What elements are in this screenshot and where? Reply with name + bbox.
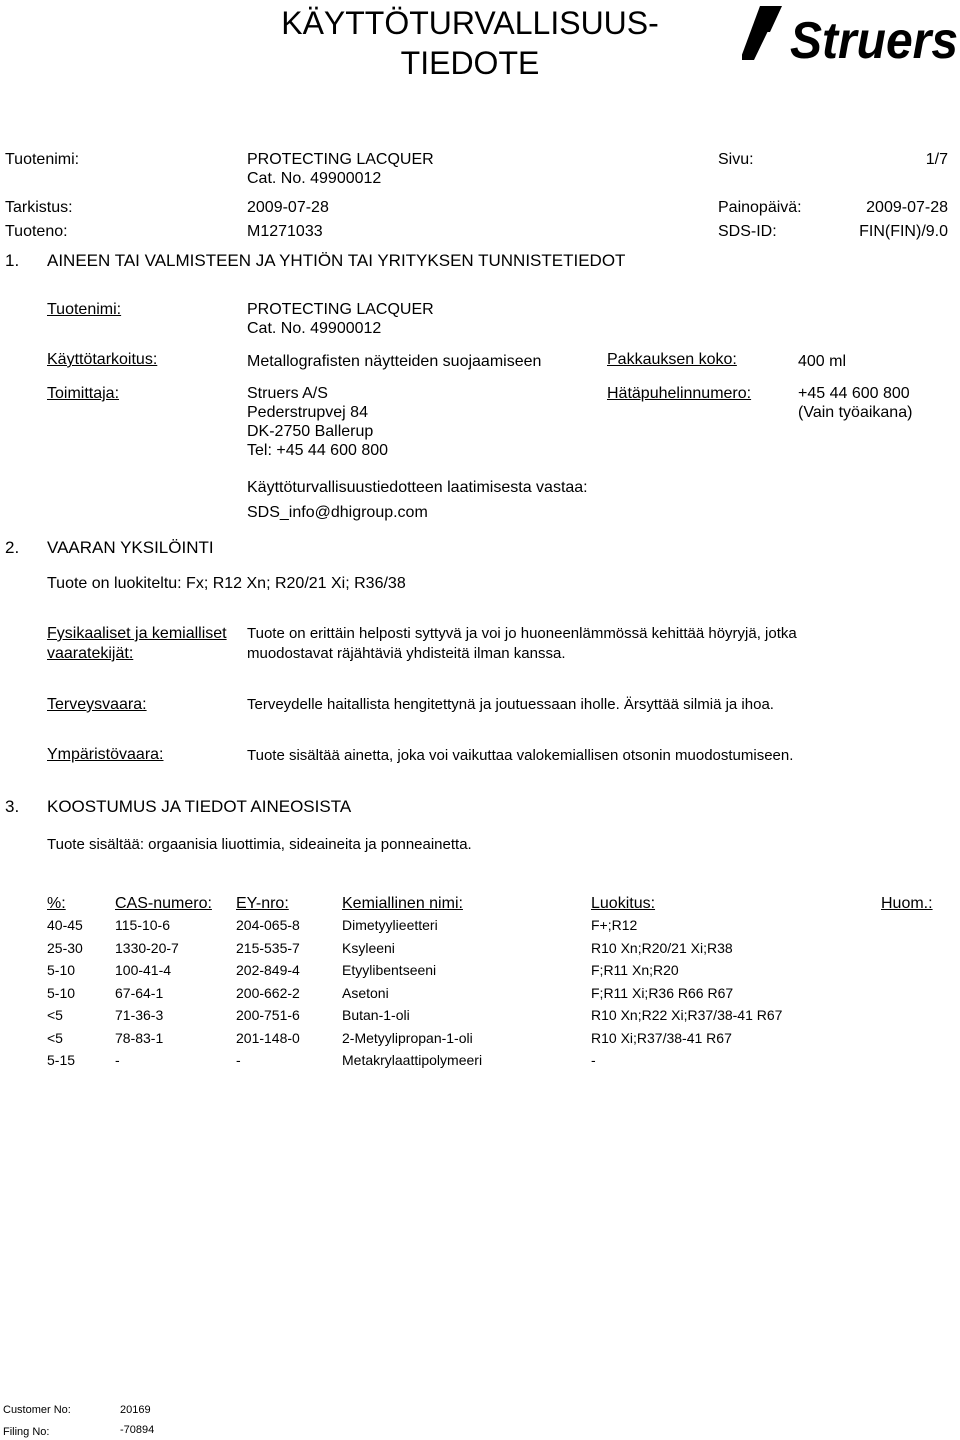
- s2-physical-label: vaaratekijät:: [47, 645, 134, 662]
- table-cell: F;R11 Xn;R20: [591, 962, 679, 978]
- table-cell: Asetoni: [342, 984, 389, 1001]
- table-cell: 1330-20-7: [115, 939, 179, 956]
- column-ec: [236, 894, 300, 1074]
- header-sds-id-value: FIN(FIN)/9.0: [859, 223, 948, 240]
- table-cell: Metakrylaattipolymeeri: [342, 1052, 483, 1068]
- table-cell: -: [591, 1052, 596, 1068]
- s3-intro: Tuote sisältää: orgaanisia liuottimia, sideaineita ja ponneainetta.: [47, 836, 472, 853]
- table-cell: -: [115, 1052, 120, 1068]
- section3-title: KOOSTUMUS JA TIEDOT AINEOSISTA: [47, 797, 352, 816]
- struers-logo: [742, 2, 960, 64]
- header-sds-id-label: SDS-ID:: [718, 223, 777, 240]
- column-chemical-name: [342, 894, 482, 1074]
- table-cell: 40-45: [47, 917, 83, 933]
- header-product-cat: Cat. No. 49900012: [247, 170, 382, 187]
- table-cell: 5-15: [47, 1052, 76, 1068]
- svg-text:Struers: Struers: [790, 12, 958, 64]
- s2-health-label: Terveysvaara:: [47, 696, 147, 713]
- column-classification: [591, 894, 782, 1074]
- table-cell: -: [236, 1052, 241, 1068]
- table-cell: 204-065-8: [236, 917, 300, 933]
- s1-use-value: Metallografisten näytteiden suojaamiseen: [247, 353, 542, 370]
- document-title: KÄYTTÖTURVALLISUUS-TIEDOTE: [281, 5, 659, 81]
- column-percent: [47, 894, 83, 1074]
- header-page-value: 1/7: [925, 151, 948, 168]
- s1-responsible-label: Käyttöturvallisuustiedotteen laatimisesta vastaa:: [247, 479, 588, 496]
- footer-filing-value: -70894: [120, 1424, 155, 1436]
- table-cell: 215-535-7: [236, 939, 300, 956]
- s2-environment-label: Ympäristövaara:: [47, 746, 164, 763]
- header-product-no-label: Tuoteno:: [5, 223, 68, 240]
- header-page-label: Sivu:: [718, 151, 754, 168]
- s1-supplier-label: Toimittaja:: [47, 385, 120, 402]
- header-print-date-label: Painopäivä:: [718, 199, 802, 216]
- header-product-label: Tuotenimi:: [5, 151, 80, 168]
- section2-title: VAARAN YKSILÖINTI: [47, 538, 214, 557]
- table-cell: 201-148-0: [236, 1029, 300, 1046]
- table-cell: Butan-1-oli: [342, 1007, 410, 1023]
- table-cell: R10 Xn;R22 Xi;R37/38-41 R67: [591, 1007, 783, 1023]
- column-notes: [881, 894, 933, 916]
- table-cell: <5: [47, 1007, 63, 1023]
- s1-pack-label: Pakkauksen koko:: [607, 351, 737, 368]
- table-cell: 2-Metyylipropan-1-oli: [342, 1029, 473, 1046]
- table-cell: 71-36-3: [115, 1007, 164, 1023]
- s1-emergency-note: (Vain työaikana): [798, 404, 913, 421]
- table-cell: F+;R12: [591, 917, 638, 933]
- table-cell: 100-41-4: [115, 962, 172, 978]
- s1-supplier-line: Struers A/S: [247, 385, 328, 402]
- table-cell: <5: [47, 1029, 63, 1046]
- column-header: %:: [47, 895, 66, 912]
- s2-physical-label: Fysikaaliset ja kemialliset: [47, 625, 227, 642]
- table-cell: 115-10-6: [115, 917, 171, 933]
- footer-customer-label: Customer No:: [3, 1404, 71, 1416]
- column-cas: [115, 894, 212, 1074]
- s1-supplier-line: Pederstrupvej 84: [247, 404, 368, 421]
- s1-pack-value: 400 ml: [798, 353, 847, 370]
- table-cell: Ksyleeni: [342, 939, 395, 956]
- header-revision-value: 2009-07-28: [247, 199, 329, 216]
- column-header: Kemiallinen nimi:: [342, 895, 463, 912]
- table-cell: 200-662-2: [236, 984, 300, 1001]
- s1-product-label: Tuotenimi:: [47, 301, 122, 318]
- s1-supplier-line: Tel: +45 44 600 800: [247, 442, 389, 459]
- table-cell: Etyylibentseeni: [342, 962, 437, 978]
- table-cell: 67-64-1: [115, 984, 164, 1001]
- header-product-no-value: M1271033: [247, 223, 323, 240]
- column-header: EY-nro:: [236, 895, 289, 912]
- s1-emergency-label: Hätäpuhelinnumero:: [607, 385, 752, 402]
- table-cell: 5-10: [47, 962, 76, 978]
- footer-customer-value: 20169: [120, 1404, 151, 1416]
- column-header: Luokitus:: [591, 895, 656, 912]
- table-cell: 202-849-4: [236, 962, 300, 978]
- s2-physical-text: Tuote on erittäin helposti syttyvä ja voi jo huoneenlämmössä kehittää höyryjä, jotka: [247, 625, 797, 642]
- s1-responsible-email[interactable]: SDS_info@dhigroup.com: [247, 504, 428, 521]
- header-product-name: PROTECTING LACQUER: [247, 151, 434, 168]
- s2-physical-text: muodostavat räjähtäviä yhdisteitä ilman kanssa.: [247, 645, 566, 662]
- s2-health-text: Terveydelle haitallista hengitettynä ja joutuessaan iholle. Ärsyttää silmiä ja ihoa.: [247, 696, 774, 713]
- table-cell: Dimetyylieetteri: [342, 917, 438, 933]
- header-print-date-value: 2009-07-28: [866, 199, 948, 216]
- table-cell: 78-83-1: [115, 1029, 164, 1046]
- s2-environment-text: Tuote sisältää ainetta, joka voi vaikuttaa valokemiallisen otsonin muodostumiseen.: [247, 747, 794, 764]
- table-cell: R10 Xn;R20/21 Xi;R38: [591, 939, 733, 956]
- table-cell: F;R11 Xi;R36 R66 R67: [591, 984, 734, 1001]
- section1-number: 1.: [5, 251, 20, 270]
- s1-emergency-value: +45 44 600 800: [798, 385, 910, 402]
- header-revision-label: Tarkistus:: [5, 199, 73, 216]
- table-cell: 200-751-6: [236, 1007, 300, 1023]
- s1-product-name: PROTECTING LACQUER: [247, 301, 434, 318]
- footer-filing-label: Filing No:: [3, 1426, 50, 1438]
- struers-logo-mark: [742, 2, 960, 64]
- s2-classification: Tuote on luokiteltu: Fx; R12 Xn; R20/21 Xi; R36/38: [47, 575, 406, 592]
- s1-use-label: Käyttötarkoitus:: [47, 351, 158, 368]
- section2-number: 2.: [5, 538, 20, 557]
- column-header: Huom.:: [881, 895, 933, 912]
- section1-title: AINEEN TAI VALMISTEEN JA YHTIÖN TAI YRITYKSEN TUNNISTETIEDOT: [47, 251, 626, 270]
- table-cell: 25-30: [47, 939, 83, 956]
- s1-product-cat: Cat. No. 49900012: [247, 320, 382, 337]
- table-cell: R10 Xi;R37/38-41 R67: [591, 1029, 732, 1046]
- section3-number: 3.: [5, 797, 20, 816]
- column-header: CAS-numero:: [115, 895, 212, 912]
- s1-supplier-line: DK-2750 Ballerup: [247, 423, 374, 440]
- table-cell: 5-10: [47, 984, 76, 1001]
